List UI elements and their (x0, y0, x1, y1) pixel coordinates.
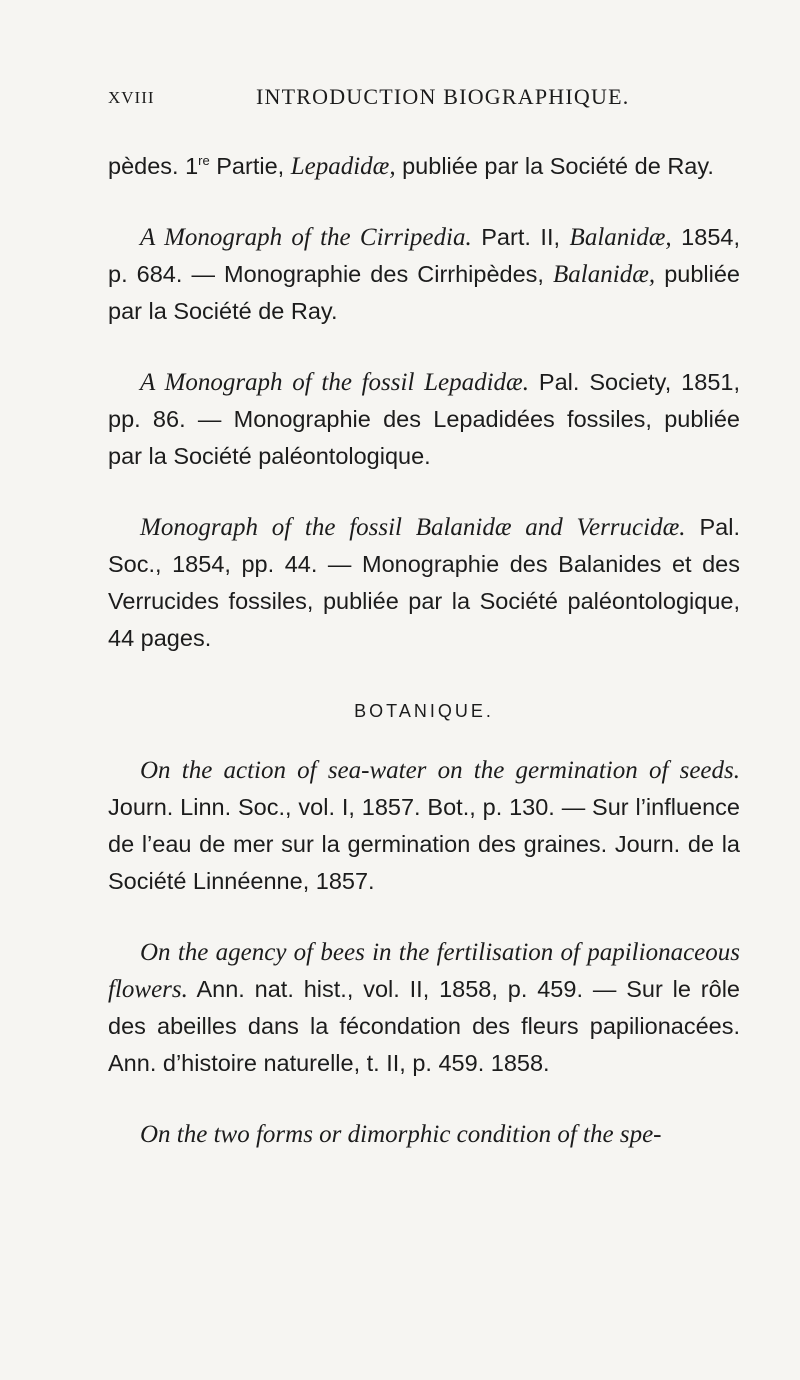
bibliography-entry-cirripedia: A Monograph of the Cirripedia. Part. II, Balanidæ, 1854, p. 684. — Monographie des Cirrhipèdes, Balanidæ, publiée par la Société de Ray. (108, 224, 740, 324)
page-header (108, 84, 748, 124)
bibliography-entry-fossil-lepadidae: A Monograph of the fossil Lepadidæ. Pal. Society, 1851, pp. 86. — Monographie des Lepadidées fossiles, publiée par la Société paléontologique. (108, 369, 740, 469)
bibliography-entry-fossil-balanidae: Monograph of the fossil Balanidæ and Verrucidæ. Pal. Soc., 1854, pp. 44. — Monographie des Balanides et des Verrucides fossiles, publiée par la Société paléontologique, 44 pages. (108, 514, 740, 651)
bibliography-entry-bees: On the agency of bees in the fertilisation of papilionaceous flowers. Ann. nat. hist., vol. II, 1858, p. 459. — Sur le rôle des abeilles dans la fécondation des fleurs papilionacées. Ann. d’histoire naturelle, t. II, p. 459. 1858. (108, 939, 740, 1076)
running-title: INTRODUCTION BIOGRAPHIQUE. (256, 84, 630, 109)
bibliography-entry-sea-water: On the action of sea-water on the germination of seeds. Journ. Linn. Soc., vol. I, 1857. Bot., p. 130. — Sur l’influence de l’eau de mer sur la germination des graines. Journ. de la Société Linnéenne, 1857. (108, 757, 740, 894)
section-heading: BOTANIQUE. (354, 701, 494, 721)
page-number: XVIII (108, 88, 155, 107)
paragraph-continuation: pèdes. 1re Partie, Lepadidæ, publiée par la Société de Ray. (108, 153, 714, 180)
page-body (108, 148, 740, 1153)
bibliography-entry-dimorphic: On the two forms or dimorphic condition of the spe- (140, 1121, 662, 1148)
